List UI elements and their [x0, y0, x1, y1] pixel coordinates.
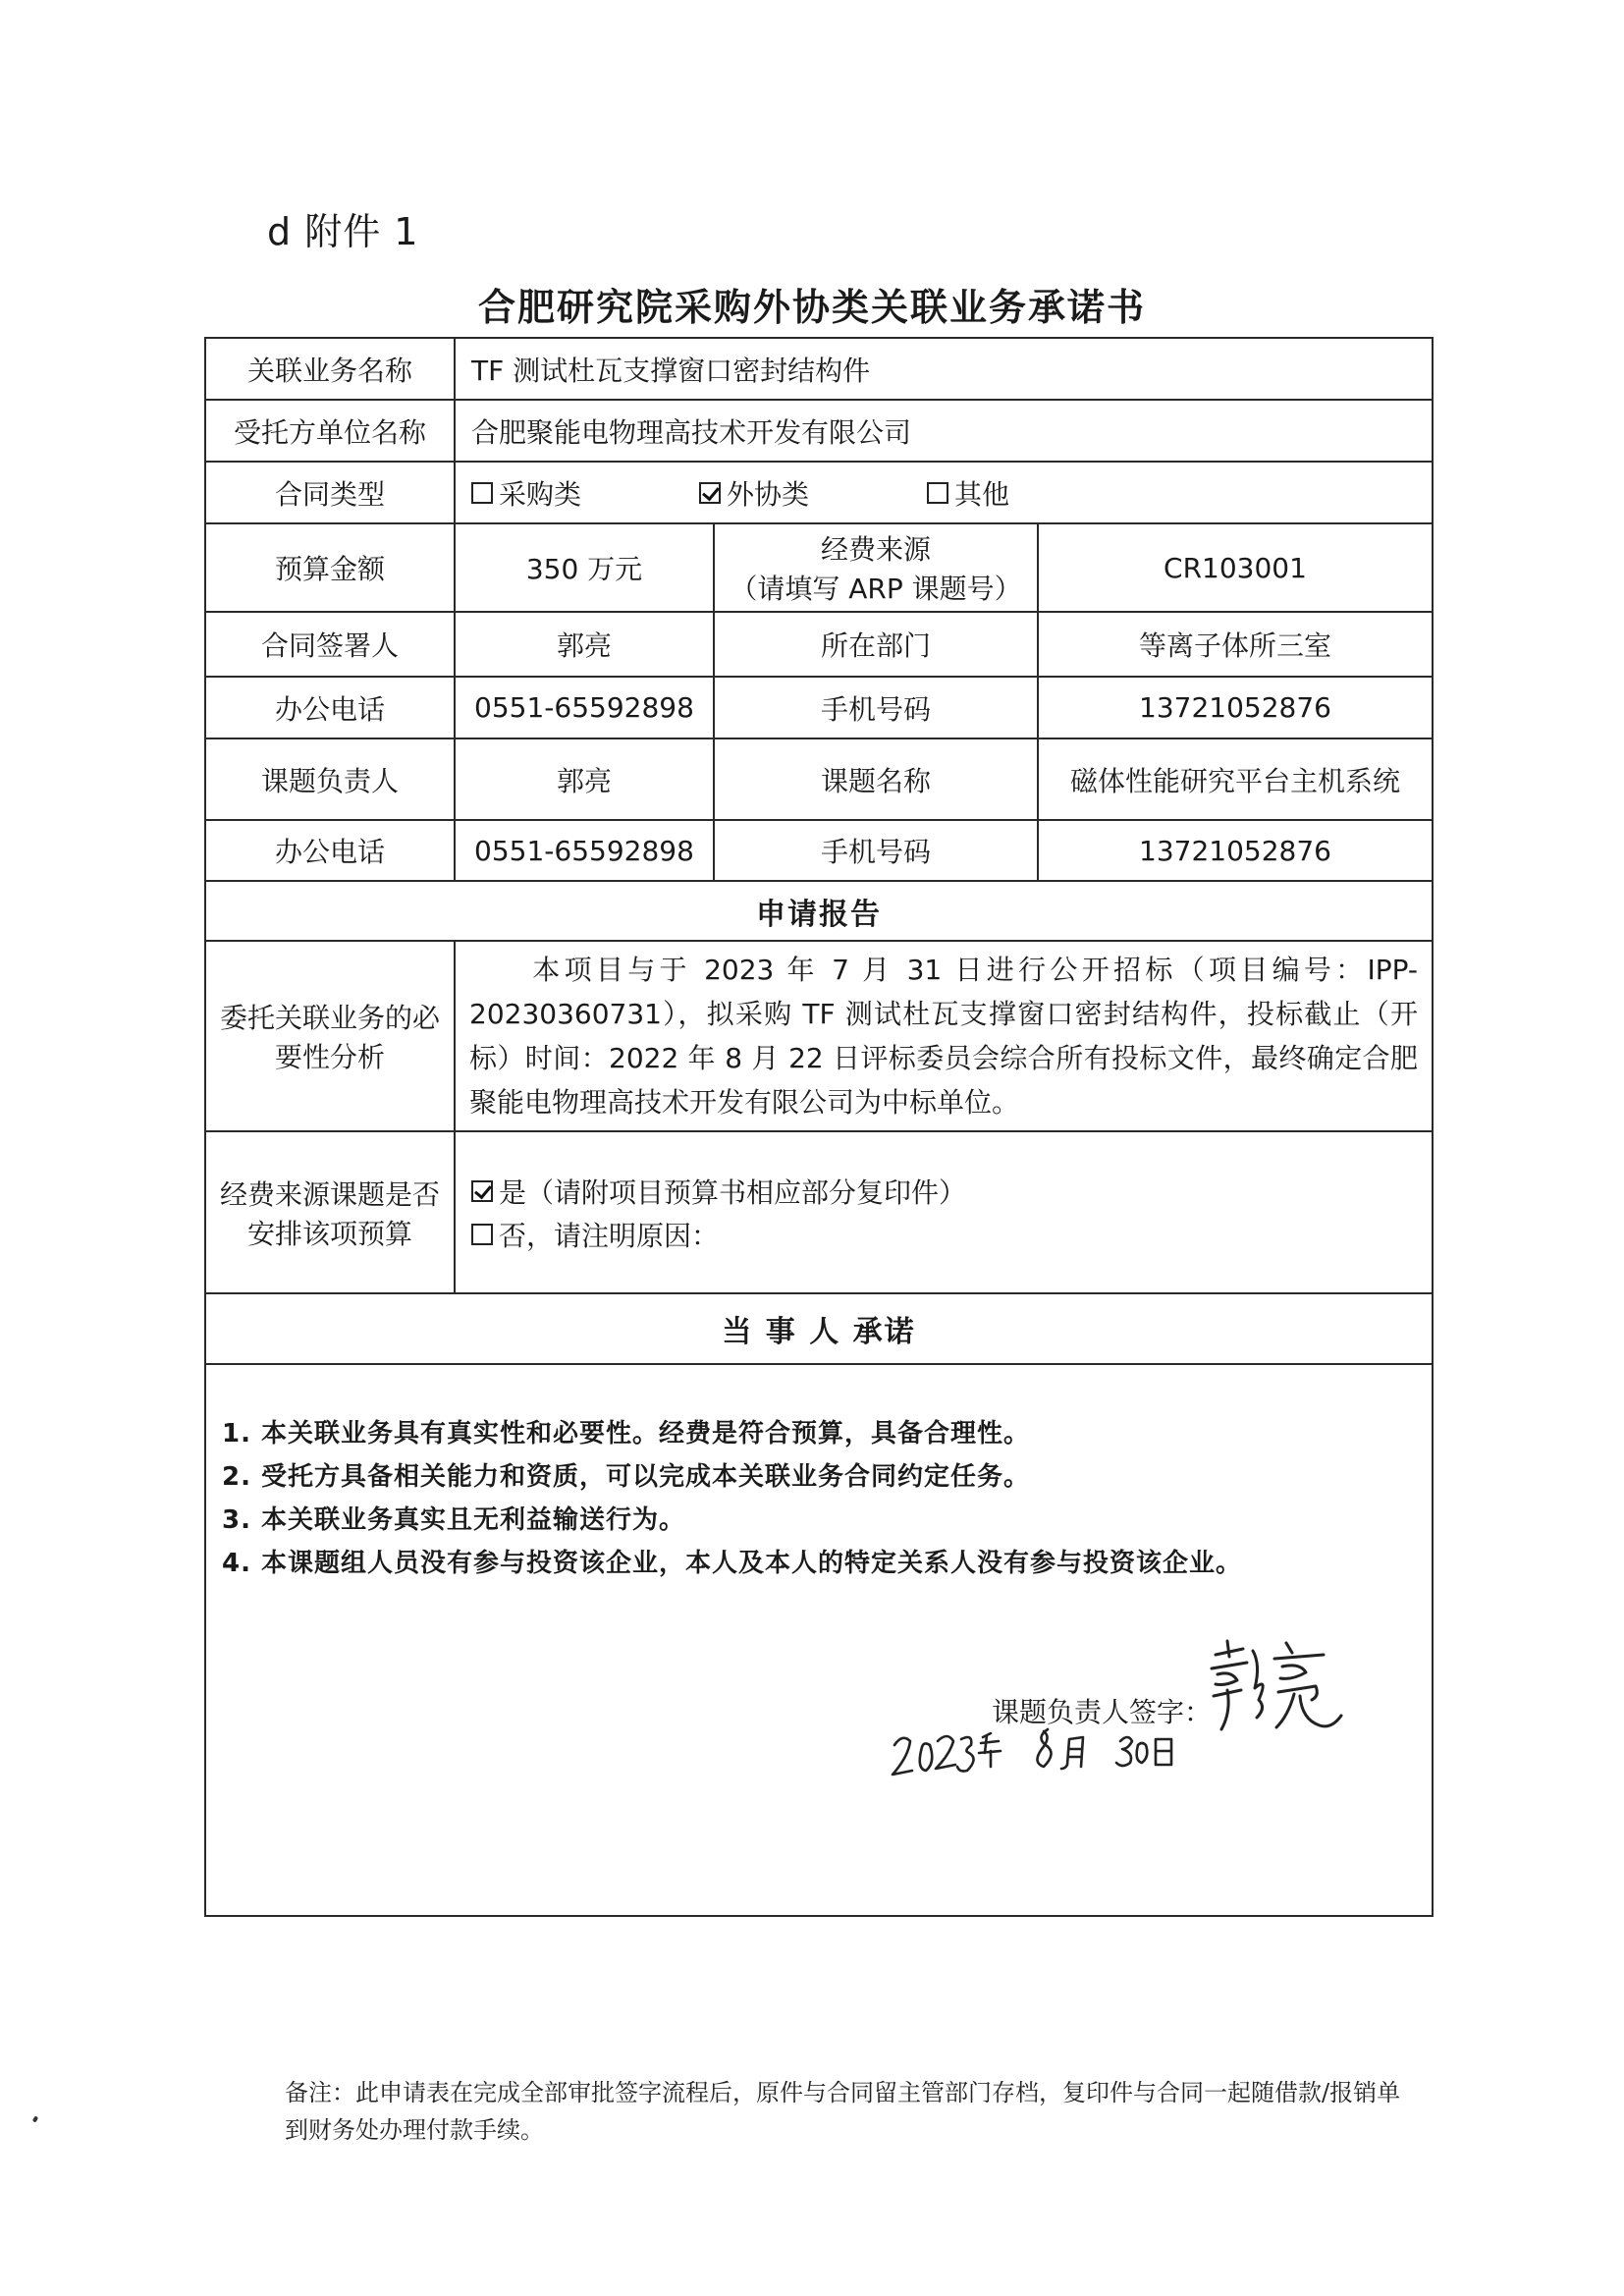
row-signer: [205, 612, 1433, 677]
pi-value: 郭亮: [455, 738, 714, 820]
row-phone-1: [205, 677, 1433, 738]
row-contract-type: [205, 462, 1433, 523]
option-no-label: 否，请注明原因：: [499, 1219, 720, 1252]
entrusted-unit-value: 合肥聚能电物理高技术开发有限公司: [455, 400, 1433, 462]
mobile-value: 13721052876: [1038, 677, 1433, 738]
contract-option: [699, 473, 809, 513]
fund-source-value: CR103001: [1038, 523, 1433, 612]
dept-value: 等离子体所三室: [1038, 612, 1433, 677]
row-budget-arranged: [205, 1131, 1433, 1293]
office-phone-value: 0551-65592898: [455, 677, 714, 738]
option-yes: [471, 1170, 1422, 1213]
row-pledge-heading: [205, 1293, 1433, 1364]
attachment-label: d 附件 1: [267, 210, 419, 253]
fund-source-label: [714, 523, 1038, 612]
handwritten-date: [889, 1723, 1203, 1802]
contract-type-label: 合同类型: [205, 462, 455, 523]
project-name-label: 课题名称: [714, 738, 1038, 820]
option-yes-label: 是（请附项目预算书相应部分复印件）: [499, 1175, 967, 1209]
contract-option-checkbox[interactable]: [699, 482, 721, 504]
project-name-value: 磁体性能研究平台主机系统: [1038, 738, 1433, 820]
office-phone-label: 办公电话: [205, 677, 455, 738]
handwritten-signature: [1198, 1635, 1355, 1743]
contract-type-options: [455, 462, 1433, 523]
contract-option-label: 其他: [954, 477, 1010, 511]
pledge-item: 4. 本课题组人员没有参与投资该企业，本人及本人的特定关系人没有参与投资该企业。: [222, 1549, 1243, 1578]
option-no: [471, 1213, 1422, 1256]
contract-option: [927, 473, 1009, 513]
signature-label: 课题负责人签字：: [992, 1696, 1213, 1728]
budget-arranged-options: [455, 1131, 1433, 1293]
signer-label: 合同签署人: [205, 612, 455, 677]
budget-arranged-label: 经费来源课题是否安排该项预算: [205, 1131, 455, 1293]
row-application-heading: [205, 881, 1433, 941]
pledge-item: 1. 本关联业务具有真实性和必要性。经费是符合预算，具备合理性。: [222, 1419, 1031, 1449]
dept-label: 所在部门: [714, 612, 1038, 677]
row-pi: [205, 738, 1433, 820]
contract-option-checkbox[interactable]: [471, 482, 493, 504]
mobile2-value: 13721052876: [1038, 820, 1433, 881]
footer-note: 备注：此申请表在完成全部审批签字流程后，原件与合同留主管部门存档，复印件与合同一起随借款/报销单到财务处办理付款手续。: [285, 2079, 1401, 2144]
mobile-label: 手机号码: [714, 677, 1038, 738]
application-heading: 申请报告: [205, 881, 1433, 941]
contract-option-label: 采购类: [499, 477, 582, 511]
fund-source-label-line2: （请填写 ARP 课题号）: [730, 573, 1022, 605]
checkbox-yes[interactable]: [471, 1180, 493, 1202]
contract-option-checkbox[interactable]: [927, 482, 948, 504]
row-business-name: [205, 338, 1433, 400]
business-name-value: TF 测试杜瓦支撑窗口密封结构件: [455, 338, 1433, 400]
necessity-paragraph: 本项目与于 2023 年 7 月 31 日进行公开招标（项目编号：IPP-20230360731），拟采购 TF 测试杜瓦支撑窗口密封结构件，投标截止（开标）时间：2022 年 8 月 22 日评标委员会综合所有投标文件，最终确定合肥聚能电物理高技术开发有限公司为中标单位。: [469, 954, 1419, 1119]
office-phone2-value: 0551-65592898: [455, 820, 714, 881]
row-budget: [205, 523, 1433, 612]
pi-label: 课题负责人: [205, 738, 455, 820]
contract-option: [471, 473, 581, 513]
contract-option-label: 外协类: [727, 477, 810, 511]
budget-value: 350 万元: [455, 523, 714, 612]
necessity-text: [455, 941, 1433, 1131]
budget-label: 预算金额: [205, 523, 455, 612]
office-phone2-label: 办公电话: [205, 820, 455, 881]
scan-speck: [32, 2115, 38, 2122]
entrusted-unit-label: 受托方单位名称: [205, 400, 455, 462]
row-phone-2: [205, 820, 1433, 881]
fund-source-label-line1: 经费来源: [820, 533, 931, 566]
row-necessity: [205, 941, 1433, 1131]
document-title: 合肥研究院采购外协类关联业务承诺书: [477, 286, 1146, 329]
pledge-item: 3. 本关联业务真实且无利益输送行为。: [222, 1505, 686, 1535]
necessity-label: 委托关联业务的必要性分析: [205, 941, 455, 1131]
business-name-label: 关联业务名称: [205, 338, 455, 400]
pledge-item: 2. 受托方具备相关能力和资质，可以完成本关联业务合同约定任务。: [222, 1462, 1031, 1492]
row-entrusted-unit: [205, 400, 1433, 462]
pledge-list: [206, 1412, 1432, 1585]
pledge-heading: 当 事 人 承诺: [205, 1293, 1433, 1364]
mobile2-label: 手机号码: [714, 820, 1038, 881]
checkbox-no[interactable]: [471, 1224, 493, 1245]
signer-value: 郭亮: [455, 612, 714, 677]
